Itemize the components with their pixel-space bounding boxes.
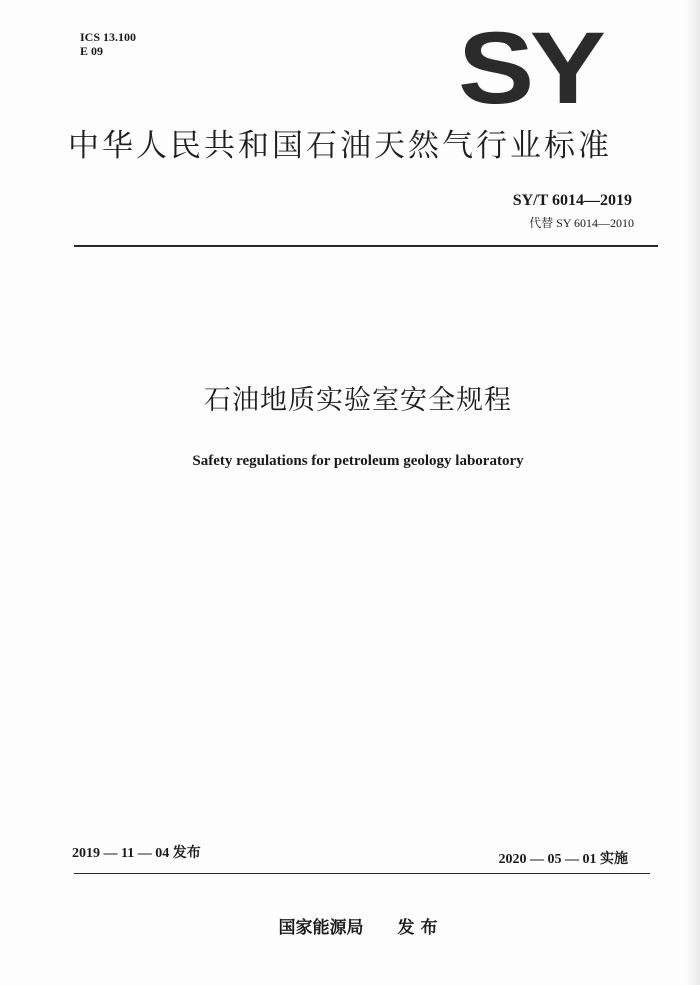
- ics-code: ICS 13.100: [80, 30, 137, 44]
- implementation-date: 2020 — 05 — 01 实施: [498, 852, 628, 867]
- ccs-code: E 09: [80, 44, 104, 58]
- publish-label: 发 布: [397, 918, 438, 938]
- sy-logo: [458, 11, 602, 125]
- footer-divider: [74, 873, 650, 874]
- publisher-line: [0, 918, 700, 938]
- sy-logo-text: SY: [458, 11, 602, 125]
- header-divider: [74, 245, 658, 247]
- issue-date: 2019 — 11 — 04 发布: [72, 846, 201, 861]
- page-edge-shadow: [686, 0, 700, 985]
- publisher-name: 国家能源局: [278, 918, 364, 938]
- standard-title-chinese: 石油地质实验室安全规程: [204, 385, 512, 416]
- standard-number: SY/T 6014—2019: [512, 192, 632, 209]
- standard-category-heading: 中华人民共和国石油天然气行业标准: [68, 128, 612, 164]
- standard-title-english: Safety regulations for petroleum geology laboratory: [192, 453, 524, 469]
- replaces-standard: 代替 SY 6014—2010: [529, 216, 634, 230]
- classification-block: [80, 30, 136, 58]
